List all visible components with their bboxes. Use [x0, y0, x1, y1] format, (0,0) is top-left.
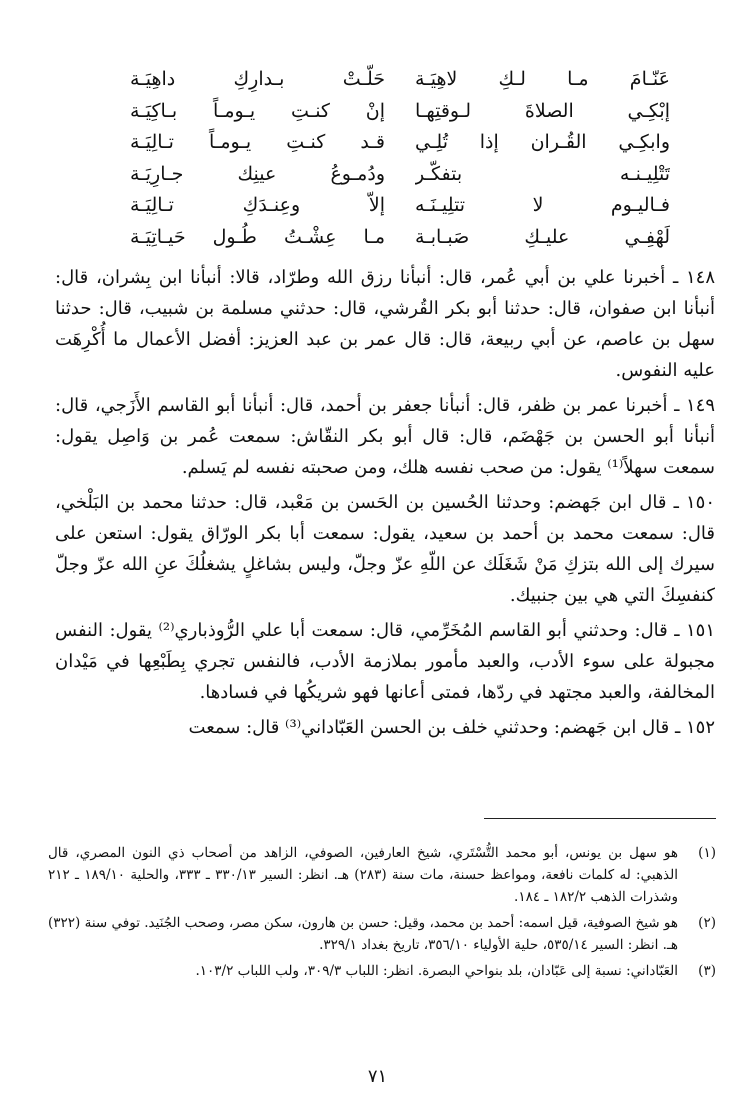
page-number: ٧١ — [367, 1066, 388, 1087]
poem-verse — [130, 64, 670, 96]
verse-second-hemistich: حَلّـتْ بـدارِكِ داهِيَـة — [130, 68, 385, 90]
poem-verse — [130, 96, 670, 128]
main-text — [55, 262, 715, 743]
footnote-text: هو شيخ الصوفية، قيل اسمه: أحمد بن محمد، وقيل: حسن بن هارون، سكن مصر، وصحب الجُنَيد. توفي سنة (٣٢٢) هـ. انظر: السير ٥٣٥/١٤، حلية الأولياء ٣٥٦/١٠، تاريخ بغداد ٣٢٩/١. — [48, 915, 678, 953]
paragraph-152: ١٥٢ ـ قال ابن جَهضم: وحدثني خلف بن الحسن العَبّاداني⁽³⁾ قال: سمعت — [188, 717, 715, 738]
footnote — [48, 842, 716, 908]
footnote — [48, 960, 716, 982]
verse-second-hemistich: ودُمـوعُ عينِك جـارِيَـة — [130, 162, 385, 185]
footnotes — [48, 842, 716, 986]
footnote — [48, 912, 716, 956]
verse-first-hemistich: فـاليـوم لا تتلِيـنَـه — [415, 194, 670, 216]
paragraph-151: ١٥١ ـ قال: وحدثني أبو القاسم المُخَرِّمي، قال: سمعت أبا علي الرُّوذباري⁽²⁾ يقول: النفس مجبولة على سوء الأدب، والعبد مأمور بملازمة الأدب، فالنفس تجري بِطَبْعِها في مَيْدان المخالفة، والعبد مجتهد في ردّها، فمتى أعانها فهو شريكُها في فسادها. — [55, 620, 715, 703]
poem-verse — [130, 190, 670, 222]
footnote-text: العَبّاداني: نسبة إلى عَبّادان، بلد بنواحي البصرة. انظر: اللباب ٣٠٩/٣، ولب اللباب ١٠٣/٢. — [195, 963, 678, 979]
verse-first-hemistich: وابكِـي القُـران إذا تُلِـي — [415, 131, 670, 153]
paragraph-148: ١٤٨ ـ أخبرنا علي بن أبي عُمر، قال: أنبأنا رزق الله وطرّاد، قالا: أنبأنا ابن بِشران، قال: أنبأنا ابن صفوان، قال: حدثنا أبو بكر القُرشي، قال: حدثني مسلمة بن شبيب، قال: حدثنا سهل بن عاصم، عن أبي ربيعة، قال: قال عمر بن عبد العزيز: أفضل الأعمال ما أُكْرِهَت عليه النفوس. — [55, 267, 715, 381]
verse-first-hemistich: إبْكِـي الصلاةَ لـوقتِهـا — [415, 99, 670, 122]
verse-second-hemistich: مـا عِشْـتُ طُـول حَيـاتِيَـة — [130, 225, 385, 248]
footnote-separator — [484, 818, 716, 819]
footnote-number: (٢) — [698, 915, 716, 931]
poem-verse — [130, 127, 670, 159]
footnote-text: هو سهل بن يونس، أبو محمد التُّسْتَري، شيخ العارفين، الصوفي، الزاهد من أصحاب ذي النون المصري، قال الذهبي: له كلمات نافعة، ومواعظ حسنة، مات سنة (٢٨٣) هـ. انظر: السير ٣٣٠/١٣ ـ ٣٣٣، والحلية ١٨٩/١٠ ـ ٢١٢ وشذرات الذهب ١٨٢/٢ ـ ١٨٤. — [48, 845, 679, 905]
paragraph-150: ١٥٠ ـ قال ابن جَهضم: وحدثنا الحُسين بن الحَسن بن مَعْبد، قال: حدثنا محمد بن البَلْخي، قال: سمعت محمد بن أحمد بن سعيد، يقول: سمعت أبا بكر الورّاق يقول: استعن على سيرك إلى الله بتزكِ مَنْ شَغَلَك عن اللّهِ عزّ وجلّ، وليس بشاغلٍ يشغلُكَ عنِ الله عزّ وجلّ كنفسِكَ التي هي بين جنبيك. — [55, 492, 715, 606]
verse-first-hemistich: عَنّـامَ مـا لـكِ لاهِيَـة — [415, 68, 670, 90]
verse-second-hemistich: قـد كنـتِ يـومـاً تـالِيَـة — [130, 131, 385, 153]
verse-second-hemistich: إنْ كنـتِ يـومـاً بـاكِيَـة — [130, 99, 385, 122]
verse-first-hemistich: لَهْفِـي عليـكِ صَبـابـة — [415, 225, 670, 248]
footnote-number: (١) — [698, 845, 716, 861]
verse-first-hemistich: تَتْلِيـنـه بتفكّـر — [415, 162, 670, 185]
paragraph-149: ١٤٩ ـ أخبرنا عمر بن ظفر، قال: أنبأنا جعفر بن أحمد، قال: أنبأنا أبو القاسم الأَزَجي، قال: أنبأنا أبو الحسن بن جَهْضَم، قال: قال أبو بكر النقّاش: سمعت عُمر بن وَاصِل يقول: سمعت سهلاً⁽¹⁾ يقول: من صحب نفسه هلك، ومن صحبته نفسه لم يَسلم. — [55, 395, 715, 478]
poem-verse — [130, 222, 670, 254]
poem — [130, 64, 670, 253]
poem-verse — [130, 159, 670, 191]
footnote-number: (٣) — [698, 963, 716, 979]
verse-second-hemistich: إلاّ وعِنـدَكِ تـالِيَـة — [130, 194, 385, 216]
